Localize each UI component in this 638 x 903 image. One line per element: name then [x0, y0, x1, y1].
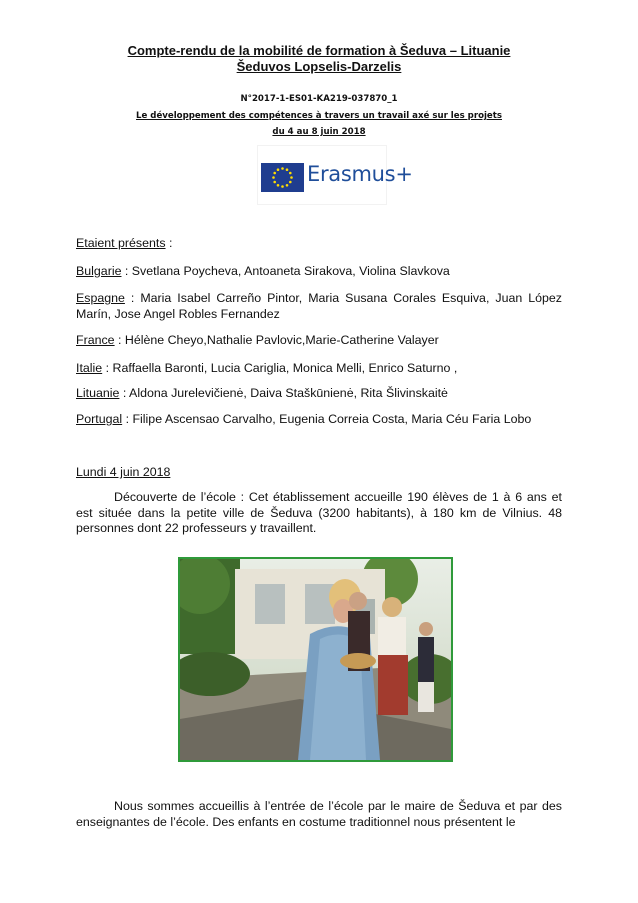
erasmus-logo: [258, 146, 413, 204]
welcome-paragraph: Nous sommes accueillis à l’entrée de l’école par le maire de Šeduva et par des enseignantes de l’école. Des enfants en costume traditionnel nous présentent le: [76, 799, 562, 829]
school-description-paragraph: Découverte de l’école : Cet établissement accueille 190 élèves de 1 à 6 ans et est située dans la petite ville de Šeduva (3200 habitants), à 180 km de Vilnius. 48 personnes dont 22 professeurs y travaillent.: [76, 490, 562, 535]
attendee-names: : Aldona Jurelevičienė, Daiva Staškūnienė, Rita Šlivinskaitė: [119, 386, 448, 400]
attendee-row-france: [76, 333, 562, 349]
attendee-row-bulgarie: [76, 264, 562, 280]
attendees-heading: Etaient présents: [76, 236, 166, 250]
project-theme: Le développement des compétences à travers un travail axé sur les projets: [136, 111, 502, 121]
attendees-heading-line: [76, 236, 562, 252]
attendee-names: : Raffaella Baronti, Lucia Cariglia, Monica Melli, Enrico Saturno ,: [102, 361, 458, 375]
attendee-row-lituanie: [76, 386, 562, 402]
country-name: Portugal: [76, 412, 123, 426]
welcome-photo: [178, 557, 453, 762]
attendee-names: : Svetlana Poycheva, Antoaneta Sirakova, Violina Slavkova: [121, 264, 450, 278]
project-dates: du 4 au 8 juin 2018: [272, 127, 366, 137]
attendee-row-italie: [76, 361, 562, 377]
country-name: Bulgarie: [76, 264, 122, 278]
day-heading: Lundi 4 juin 2018: [76, 465, 171, 479]
erasmus-logo-text: Erasmus+: [307, 162, 413, 186]
attendee-row-portugal: [76, 412, 562, 428]
day-heading-line: [76, 465, 562, 481]
attendee-row-espagne: [76, 291, 562, 322]
country-name: Espagne: [76, 291, 125, 305]
attendee-names: : Filipe Ascensao Carvalho, Eugenia Correia Costa, Maria Céu Faria Lobo: [122, 412, 532, 426]
school-name: Šeduvos Lopselis-Darzelis: [236, 59, 402, 74]
project-number: N°2017-1-ES01-KA219-037870_1: [240, 94, 398, 104]
country-name: France: [76, 333, 115, 347]
country-name: Lituanie: [76, 386, 120, 400]
eu-flag-icon: [261, 163, 304, 192]
country-name: Italie: [76, 361, 103, 375]
attendee-names: : Maria Isabel Carreño Pintor, Maria Susana Corales Esquiva, Juan López Marín, Jose Angel Robles Fernandez: [76, 291, 562, 321]
attendee-names: : Hélène Cheyo,Nathalie Pavlovic,Marie-Catherine Valayer: [114, 333, 439, 347]
report-title: Compte-rendu de la mobilité de formation à Šeduva – Lituanie: [127, 43, 511, 58]
attendees-heading-colon: :: [165, 236, 173, 250]
